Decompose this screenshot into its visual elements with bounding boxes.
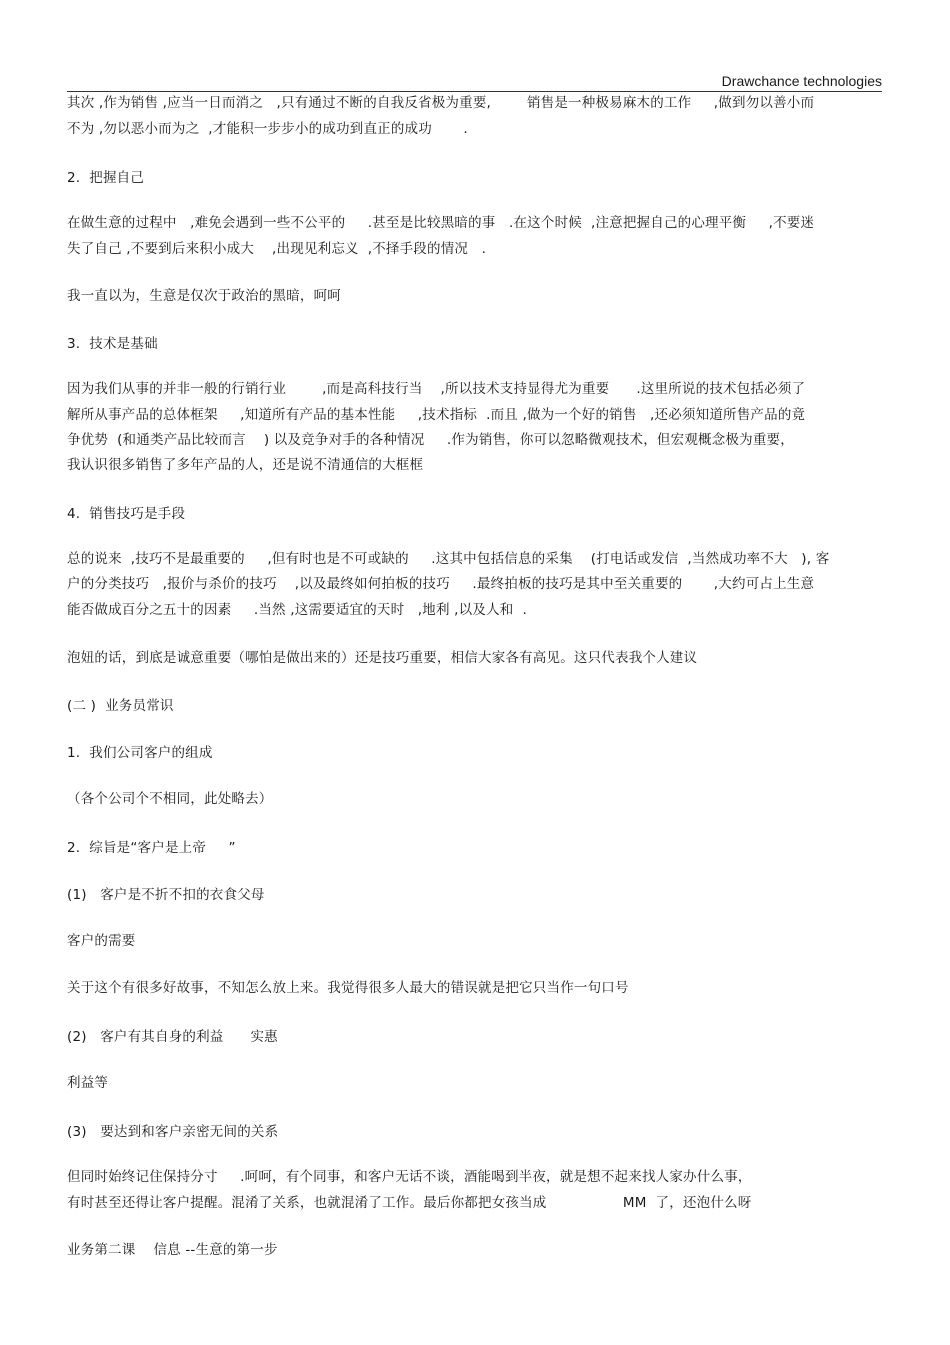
paragraph-line: 关于这个有很多好故事，不知怎么放上来。我觉得很多人最大的错误就是把它只当作一句口号 — [67, 980, 629, 996]
paragraph-line: （各个公司个不相同，此处略去） — [67, 791, 273, 807]
section-heading: (3) 要达到和客户亲密无间的关系 — [67, 1124, 279, 1140]
section-heading: 1. 我们公司客户的组成 — [67, 745, 213, 761]
paragraph-line: 我认识很多销售了多年产品的人，还是说不清通信的大框框 — [67, 457, 424, 473]
paragraph-line: 能否做成百分之五十的因素 .当然 ,这需要适宜的天时 ,地利 ,以及人和 . — [67, 602, 527, 618]
paragraph-line: 利益等 — [67, 1075, 109, 1091]
paragraph-line: 争优势 (和通类产品比较而言 ) 以及竞争对手的各种情况 .作为销售，你可以忽略微观技术，但宏观概念极为重要， — [67, 432, 794, 448]
section-heading: 3. 技术是基础 — [67, 336, 158, 352]
section-heading: (二 ) 业务员常识 — [67, 698, 174, 714]
section-heading: 业务第二课 信息 --生意的第一步 — [67, 1242, 278, 1258]
section-heading: (1) 客户是不折不扣的衣食父母 — [67, 887, 265, 903]
paragraph-line: 不为 ,勿以恶小而为之 ,才能积一步步小的成功到直正的成功 . — [67, 121, 468, 137]
paragraph-line: 户的分类技巧 ,报价与杀价的技巧 ,以及最终如何拍板的技巧 .最终拍板的技巧是其中至关重要的 ,大约可占上生意 — [67, 576, 815, 592]
section-heading: (2) 客户有其自身的利益 实惠 — [67, 1029, 278, 1045]
paragraph-line: 客户的需要 — [67, 933, 136, 949]
paragraph-line: 但同时始终记住保持分寸 .呵呵，有个同事，和客户无话不谈，酒能喝到半夜，就是想不起来找人家办什么事， — [67, 1169, 752, 1185]
paragraph-line: 解所从事产品的总体框架 ,知道所有产品的基本性能 ,技术指标 .而且 ,做为一个好的销售 ,还必须知道所售产品的竟 — [67, 407, 806, 423]
paragraph-line: 我一直以为，生意是仅次于政治的黑暗，呵呵 — [67, 288, 341, 304]
paragraph-line: 有时甚至还得让客户提醒。混淆了关系，也就混淆了工作。最后你都把女孩当成 MM 了，还泡什么呀 — [67, 1195, 752, 1211]
paragraph-line: 泡妞的话，到底是诚意重要（哪怕是做出来的）还是技巧重要，相信大家各有高见。这只代表我个人建议 — [67, 650, 698, 666]
company-name: Drawchance technologies — [721, 73, 882, 89]
paragraph-line: 在做生意的过程中 ,难免会遇到一些不公平的 .甚至是比较黑暗的事 .在这个时候 ,注意把握自己的心理平衡 ,不要迷 — [67, 215, 815, 231]
section-heading: 4. 销售技巧是手段 — [67, 506, 186, 522]
paragraph-line: 失了自己 ,不要到后来积小成大 ,出现见利忘义 ,不择手段的情况 . — [67, 241, 487, 257]
section-heading: 2. 把握自己 — [67, 170, 145, 186]
paragraph-line: 因为我们从事的并非一般的行销行业 ,而是高科技行当 ,所以技术支持显得尤为重要 .这里所说的技术包括必须了 — [67, 381, 806, 397]
section-heading: 2. 综旨是“客户是上帝 ” — [67, 840, 236, 856]
paragraph-line: 其次 ,作为销售 ,应当一日而消之 ,只有通过不断的自我反省极为重要, 销售是一种极易麻木的工作 ,做到勿以善小而 — [67, 95, 815, 111]
paragraph-line: 总的说来 ,技巧不是最重要的 ,但有时也是不可或缺的 .这其中包括信息的采集 (打电话或发信 ,当然成功率不大 ), 客 — [67, 551, 830, 567]
page-header — [67, 72, 882, 92]
